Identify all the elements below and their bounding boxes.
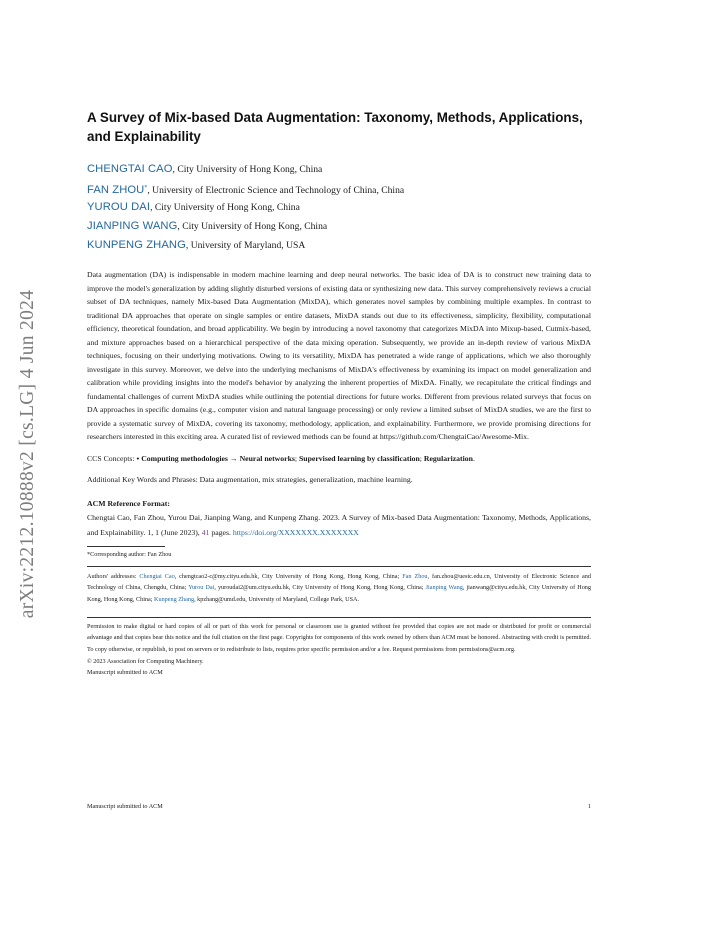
page-count-link[interactable]: 41 bbox=[201, 527, 210, 537]
keywords: Additional Key Words and Phrases: Data augmentation, mix strategies, generalization, machine learning. bbox=[87, 474, 413, 484]
ccs-concept-neural-networks: Neural networks bbox=[239, 453, 295, 463]
first-page-content bbox=[87, 108, 591, 679]
ccs-concept-computing-methodologies: Computing methodologies bbox=[141, 453, 228, 463]
address-detail: , chengtcao2-c@my.cityu.edu.hk, City University of Hong Kong, Hong Kong, China; bbox=[174, 572, 403, 580]
acm-reference-heading: ACM Reference Format: bbox=[87, 498, 170, 508]
author-name: FAN ZHOU bbox=[87, 184, 145, 197]
ccs-bullet: • bbox=[136, 453, 142, 463]
doi-link[interactable]: https://doi.org/XXXXXXX.XXXXXXX bbox=[232, 527, 359, 537]
ccs-label: CCS Concepts: bbox=[87, 453, 137, 463]
author-entry bbox=[87, 236, 591, 255]
address-author-link[interactable]: Chengtai Cao bbox=[139, 572, 175, 580]
address-detail: , jianwang@cityu.edu.hk, City University of Hong Kong, Hong Kong, China; bbox=[87, 584, 591, 604]
ccs-end: . bbox=[472, 453, 475, 463]
arxiv-identifier: arXiv:2212.10888v2 [cs.LG] 4 Jun 2024 bbox=[17, 289, 39, 619]
paper-title: A Survey of Mix-based Data Augmentation: Taxonomy, Methods, Applications, and Explainability bbox=[87, 110, 583, 144]
ccs-concepts bbox=[87, 453, 591, 465]
acm-reference-text bbox=[87, 510, 591, 540]
footnote-divider bbox=[87, 546, 165, 547]
ccs-concept-regularization: Regularization bbox=[423, 453, 473, 463]
ccs-separator: ; bbox=[419, 453, 424, 463]
page-number: 1 bbox=[587, 803, 591, 810]
addresses-divider bbox=[87, 566, 591, 567]
abstract-paragraph: Data augmentation (DA) is indispensable in modern machine learning and deep neural networks. The basic idea of DA is to construct new training data to improve the model's generalization by adding slightly disturbed versions of existing data or synthesizing new data. This survey comprehensively reviews a crucial subset of DA techniques, namely Mix-based Data Augmentation (MixDA), which generates novel samples by combining multiple examples. In contrast to traditional DA approaches that operate on single samples or entire datasets, MixDA stands out due to its effectiveness, simplicity, flexibility, computational efficiency, theoretical foundation, and broad applicability. We begin by introducing a novel taxonomy that categorizes MixDA into Mixup-based, Cutmix-based, and mixture approaches based on a hierarchical perspective of the data mixing operation. Subsequently, we provide an in-depth review of various MixDA techniques, focusing on their underlying motivations. Owing to its versatility, MixDA has penetrated a wide range of applications, which we also thoroughly investigate in this survey. Moreover, we delve into the underlying mechanisms of MixDA's effectiveness by examining its impact on model generalization and calibration while providing insights into the model's behavior by analyzing the inherent properties of MixDA. Finally, we recapitulate the critical findings and fundamental challenges of current MixDA studies while outlining the potential directions for future works. Different from previous related surveys that focus on DA approaches in specific domains (e.g., computer vision and natural language processing) or only review a limited subset of MixDA studies, we are the first to provide a systematic survey of MixDA, covering its taxonomy, methodology, application, and explainability. Furthermore, we provide promising directions for researchers interested in this exciting area. A curated list of reviewed methods can be found at https://github.com/ChengtaiCao/Awesome-Mix. bbox=[87, 270, 591, 441]
author-entry bbox=[87, 217, 591, 236]
author-affiliation: , City University of Hong Kong, China bbox=[177, 221, 328, 232]
author-list bbox=[87, 160, 591, 255]
corresponding-author-footnote: *Corresponding author: Fan Zhou bbox=[87, 550, 172, 558]
author-entry bbox=[87, 198, 591, 217]
ccs-concept-supervised-learning: Supervised learning by classification bbox=[299, 453, 420, 463]
address-detail: , yuroudai2@um.cityu.edu.hk, City University of Hong Kong, Hong Kong, China; bbox=[214, 584, 426, 592]
address-author-link[interactable]: Yurou Dai bbox=[188, 584, 215, 592]
author-name: CHENGTAI CAO bbox=[87, 163, 173, 175]
authors-addresses bbox=[87, 571, 591, 606]
permission-text: Permission to make digital or hard copies of all or part of this work for personal or classroom use is granted without fee provided that copies are not made or distributed for profit or commercial advantage and that copies bear this notice and the full citation on the first page. Copyrights for components of this work owned by others than ACM must be honored. Abstracting with credit is permitted. To copy otherwise, or republish, to post on servers or to redistribute to lists, requires prior specific permission and/or a fee. Request permissions from permissions@acm.org. bbox=[87, 622, 591, 654]
acm-reference-pages-suffix: pages. bbox=[209, 527, 233, 537]
address-author-link[interactable]: Jianping Wang bbox=[425, 584, 463, 592]
copyright-line: © 2023 Association for Computing Machinery. bbox=[87, 657, 204, 665]
address-author-link[interactable]: Kunpeng Zhang bbox=[154, 596, 195, 604]
author-name: JIANPING WANG bbox=[87, 220, 178, 232]
address-author-link[interactable]: Fan Zhou bbox=[402, 572, 428, 580]
author-affiliation: , University of Maryland, USA bbox=[185, 240, 306, 251]
author-entry bbox=[87, 179, 591, 198]
acm-reference-citation: Chengtai Cao, Fan Zhou, Yurou Dai, Jianping Wang, and Kunpeng Zhang. 2023. A Survey of Mix-based Data Augmentation: Taxonomy, Methods, Applications, and Explainability. 1, 1 (June 2023), bbox=[87, 512, 591, 537]
addresses-prefix: Authors' addresses: bbox=[87, 572, 140, 580]
manuscript-note: Manuscript submitted to ACM bbox=[87, 669, 163, 677]
author-name: KUNPENG ZHANG bbox=[87, 239, 186, 251]
author-affiliation: , City University of Hong Kong, China bbox=[150, 202, 300, 213]
arxiv-side-stamp bbox=[4, 256, 52, 652]
address-detail: , fan.zhou@uestc.edu.cn, University of Electronic Science and Technology of China, Chengdu, China; bbox=[87, 572, 591, 592]
corresponding-author-marker: * bbox=[144, 185, 148, 191]
address-detail: , kpzhang@umd.edu, University of Maryland, College Park, USA. bbox=[194, 596, 360, 604]
footer-manuscript-label: Manuscript submitted to ACM bbox=[87, 803, 163, 810]
author-name: YUROU DAI bbox=[87, 201, 151, 213]
page-footer bbox=[87, 801, 591, 813]
author-entry bbox=[87, 160, 591, 179]
author-affiliation: , City University of Hong Kong, China bbox=[172, 164, 323, 175]
permission-notice bbox=[87, 621, 591, 679]
permission-divider bbox=[87, 617, 591, 618]
ccs-separator: ; bbox=[294, 453, 299, 463]
author-affiliation: , University of Electronic Science and Technology of China, China bbox=[147, 185, 405, 197]
ccs-arrow: → bbox=[227, 453, 240, 463]
